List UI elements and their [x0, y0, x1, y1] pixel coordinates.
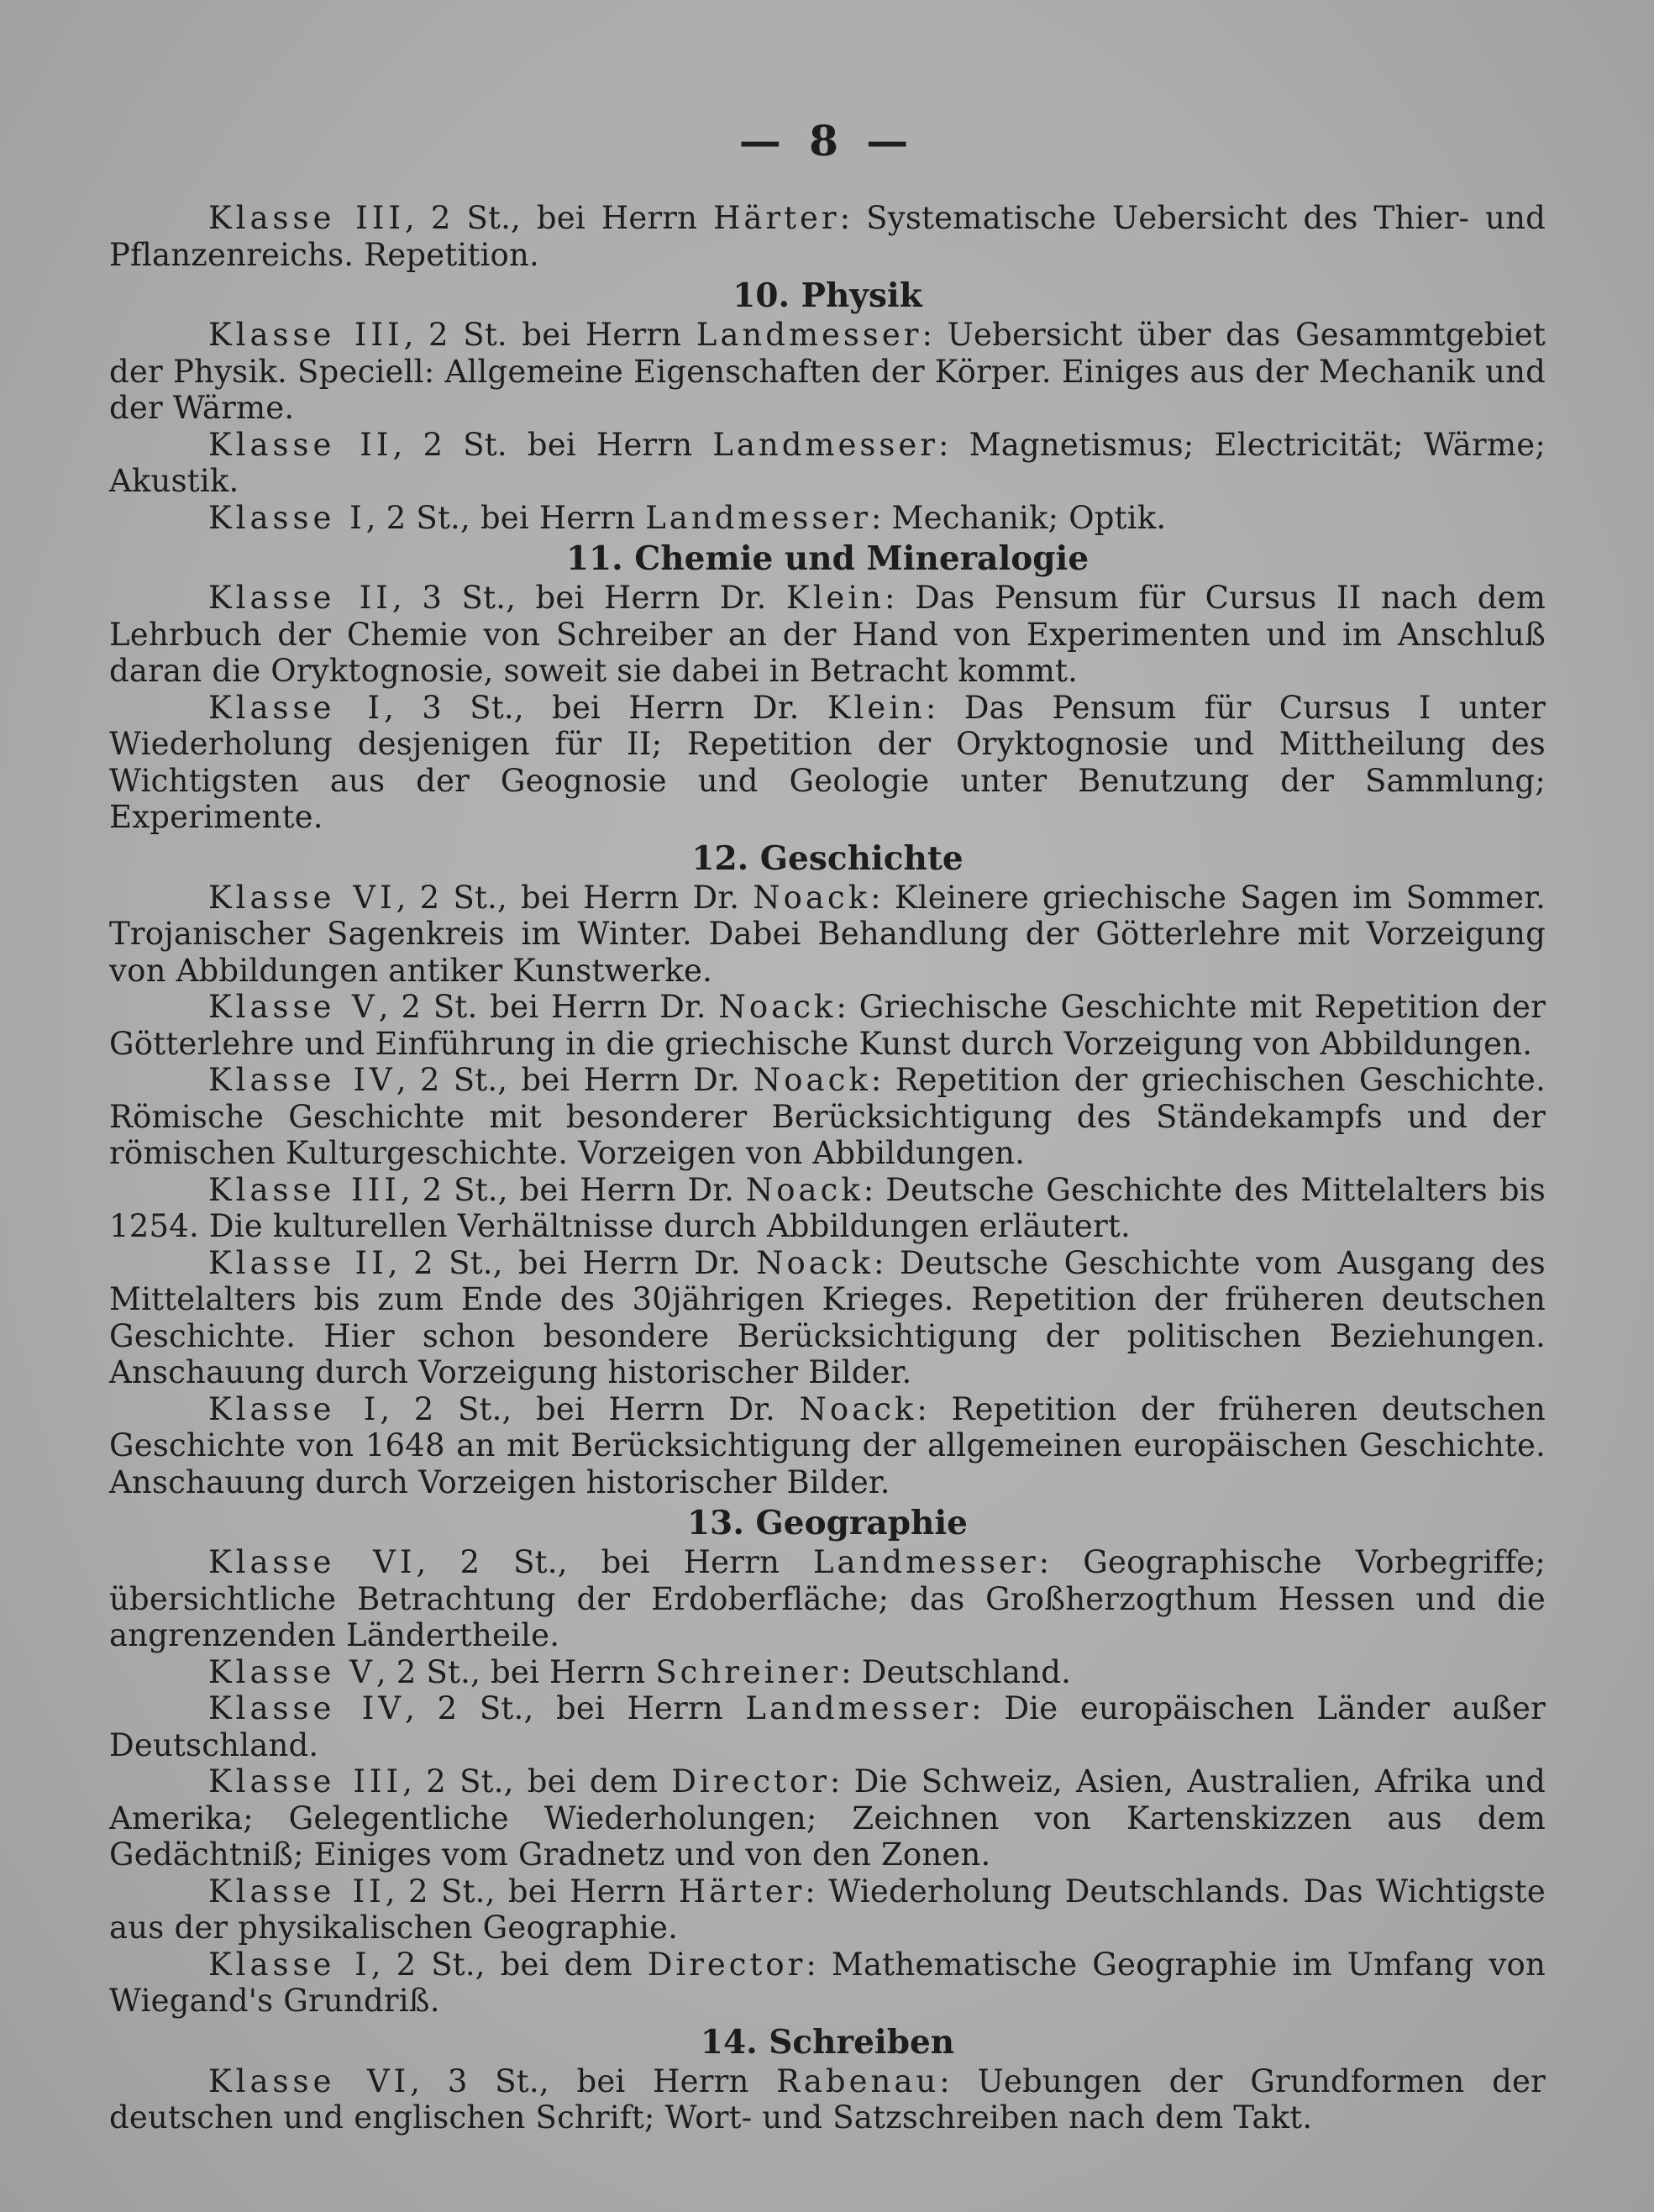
teacher-name: Noack [753, 1062, 871, 1098]
course-description: : Magnetismus; Electricität; Wärme; Akustik. [109, 426, 1546, 499]
course-paragraph [109, 690, 1546, 836]
class-label: Klasse II [208, 1244, 388, 1281]
course-description: : Das Pensum für Cursus I unter Wiederholung desjenigen für II; Repetition der Oryktognosie und Mittheilung des Wichtigsten aus der Geognosie und Geologie unter Benutzung der Sammlung; Experimente. [109, 689, 1546, 835]
hours-and-teacher-prefix: , 2 St., bei dem [402, 1763, 672, 1800]
teacher-name: Director [647, 1946, 806, 1983]
teacher-name: Schreiner [655, 1653, 842, 1690]
course-paragraph [109, 1763, 1546, 1873]
teacher-name: Landmesser [696, 317, 922, 353]
course-description: : Die europäischen Länder außer Deutschland. [109, 1690, 1546, 1763]
class-label: Klasse VI [208, 1544, 417, 1580]
course-paragraph [109, 1245, 1546, 1391]
class-label: Klasse II [208, 426, 393, 463]
teacher-name: Landmesser [745, 1690, 972, 1726]
section-heading: 10. Physik [732, 276, 922, 315]
course-description: : Repetition der früheren deutschen Geschichte von 1648 an mit Berücksichtigung der allgemeinen europäischen Geschichte. Anschauung durch Vorzeigen historischer Bilder. [109, 1390, 1546, 1500]
course-description: : Mechanik; Optik. [870, 499, 1167, 536]
class-label: Klasse II [208, 580, 392, 616]
teacher-name: Noack [745, 1171, 864, 1208]
course-paragraph [109, 427, 1546, 500]
course-description: : Systematische Uebersicht des Thier- und Pflanzenreichs. Repetition. [109, 200, 1546, 273]
course-paragraph [109, 1544, 1546, 1654]
teacher-name: Noack [718, 989, 837, 1025]
hours-and-teacher-prefix: , 2 St., bei Herrn [416, 1544, 813, 1580]
section-heading: 14. Schreiben [700, 2022, 955, 2062]
course-description: : Deutsche Geschichte vom Ausgang des Mittelalters bis zum Ende des 30jährigen Krieges. Repetition der früheren deutschen Geschichte. Hier schon besondere Berücksichtigung der politischen Beziehungen. Anschauung durch Vorzeigung historischer Bilder. [109, 1244, 1546, 1390]
teacher-name: Härter [713, 200, 840, 236]
course-description: : Deutsche Geschichte des Mittelalters bis 1254. Die kulturellen Verhältnisse durch Abbildungen erläutert. [109, 1171, 1546, 1244]
teacher-name: Rabenau [776, 2062, 940, 2099]
course-description: : Kleinere griechische Sagen im Sommer. Trojanischer Sagenkreis im Winter. Dabei Behandlung der Götterlehre mit Vorzeigung von Abbildungen antiker Kunstwerke. [109, 879, 1546, 989]
class-label: Klasse VI [208, 879, 396, 916]
hours-and-teacher-prefix: , 2 St., bei Herrn Dr. [380, 1390, 800, 1427]
hours-and-teacher-prefix: , 2 St., bei Herrn [375, 1653, 656, 1690]
course-paragraph [109, 1947, 1546, 2020]
course-paragraph [109, 1873, 1546, 1947]
teacher-name: Landmesser [712, 426, 938, 463]
hours-and-teacher-prefix: , 2 St., bei Herrn Dr. [400, 1171, 746, 1208]
teacher-name: Noack [799, 1390, 917, 1427]
teacher-name: Härter [678, 1873, 806, 1910]
hours-and-teacher-prefix: , 2 St., bei Herrn Dr. [396, 879, 753, 916]
section-heading: 11. Chemie und Mineralogie [565, 539, 1090, 578]
class-label: Klasse III [208, 317, 404, 353]
hours-and-teacher-prefix: , 2 St., bei Herrn [404, 200, 714, 236]
hours-and-teacher-prefix: , 2 St., bei dem [370, 1946, 648, 1983]
class-label: Klasse IV [208, 1062, 396, 1098]
class-label: Klasse I [208, 689, 385, 726]
course-description: : Repetition der griechischen Geschichte. Römische Geschichte mit besonderer Berücksichtigung des Ständekampfs und der römischen Kulturgeschichte. Vorzeigen von Abbildungen. [109, 1062, 1546, 1171]
hours-and-teacher-prefix: , 2 St., bei Herrn Dr. [387, 1244, 757, 1281]
class-label: Klasse VI [208, 2062, 411, 2099]
course-paragraph [109, 500, 1546, 537]
course-description: : Die Schweiz, Asien, Australien, Afrika und Amerika; Gelegentliche Wiederholungen; Zeichnen von Kartenskizzen aus dem Gedächtniß; Einiges vom Gradnetz und von den Zonen. [109, 1763, 1546, 1873]
hours-and-teacher-prefix: , 3 St., bei Herrn [410, 2062, 777, 2099]
course-paragraph [109, 317, 1546, 427]
course-paragraph [109, 1654, 1546, 1691]
class-label: Klasse IV [208, 1690, 406, 1726]
class-label: Klasse I [208, 499, 366, 536]
class-label: Klasse II [208, 1873, 386, 1910]
class-label: Klasse I [208, 1390, 381, 1427]
course-description: : Das Pensum für Cursus II nach dem Lehrbuch der Chemie von Schreiber an der Hand von Experimenten und im Anschluß daran die Oryktognosie, soweit sie dabei in Betracht kommt. [109, 580, 1546, 689]
course-paragraph [109, 1172, 1546, 1245]
teacher-name: Noack [756, 1244, 874, 1281]
course-paragraph [109, 1690, 1546, 1763]
course-paragraph [109, 880, 1546, 990]
hours-and-teacher-prefix: , 2 St., bei Herrn Dr. [396, 1062, 753, 1098]
teacher-name: Klein [827, 689, 926, 726]
hours-and-teacher-prefix: , 2 St. bei Herrn [403, 317, 696, 353]
course-description: : Deutschland. [841, 1653, 1072, 1690]
hours-and-teacher-prefix: , 2 St., bei Herrn [365, 499, 646, 536]
course-paragraph [109, 989, 1546, 1062]
teacher-name: Landmesser [812, 1544, 1039, 1580]
course-paragraph [109, 1062, 1546, 1172]
teacher-name: Klein [785, 580, 885, 616]
hours-and-teacher-prefix: , 2 St. bei Herrn [392, 426, 713, 463]
teacher-name: Noack [753, 879, 871, 916]
course-description: : Uebersicht über das Gesammtgebiet der Physik. Speciell: Allgemeine Eigenschaften der Körper. Einiges aus der Mechanik und der Wärme. [109, 317, 1546, 426]
class-label: Klasse III [208, 1171, 401, 1208]
section-heading: 12. Geschichte [691, 838, 964, 878]
course-description: : Wiederholung Deutschlands. Das Wichtigste aus der physikalischen Geographie. [109, 1873, 1546, 1946]
section-heading: 13. Geographie [687, 1504, 968, 1542]
class-label: Klasse V [208, 989, 379, 1025]
page-body [109, 200, 1546, 2136]
hours-and-teacher-prefix: , 3 St., bei Herrn Dr. [384, 689, 827, 726]
class-label: Klasse III [208, 200, 405, 236]
course-paragraph [109, 580, 1546, 690]
class-label: Klasse V [208, 1653, 376, 1690]
course-description: : Uebungen der Grundformen der deutschen und englischen Schrift; Wort- und Satzschreiben nach dem Takt. [109, 2062, 1546, 2136]
hours-and-teacher-prefix: , 2 St. bei Herrn Dr. [378, 989, 719, 1025]
teacher-name: Director [671, 1763, 830, 1800]
course-description: : Griechische Geschichte mit Repetition der Götterlehre und Einführung in die griechische Kunst durch Vorzeigung von Abbildungen. [109, 989, 1546, 1062]
course-description: : Mathematische Geographie im Umfang von Wiegand's Grundriß. [109, 1946, 1546, 2019]
class-label: Klasse III [208, 1763, 403, 1800]
class-label: Klasse I [208, 1946, 371, 1983]
hours-and-teacher-prefix: , 2 St., bei Herrn [385, 1873, 679, 1910]
page-number: — 8 — [738, 116, 916, 166]
hours-and-teacher-prefix: , 2 St., bei Herrn [405, 1690, 746, 1726]
hours-and-teacher-prefix: , 3 St., bei Herrn Dr. [391, 580, 786, 616]
course-description: : Geographische Vorbegriffe; übersichtliche Betrachtung der Erdoberfläche; das Großherzogthum Hessen und die angrenzenden Ländertheile. [109, 1544, 1546, 1653]
teacher-name: Landmesser [645, 499, 871, 536]
course-paragraph [109, 2063, 1546, 2136]
course-paragraph [109, 200, 1546, 273]
course-paragraph [109, 1391, 1546, 1501]
